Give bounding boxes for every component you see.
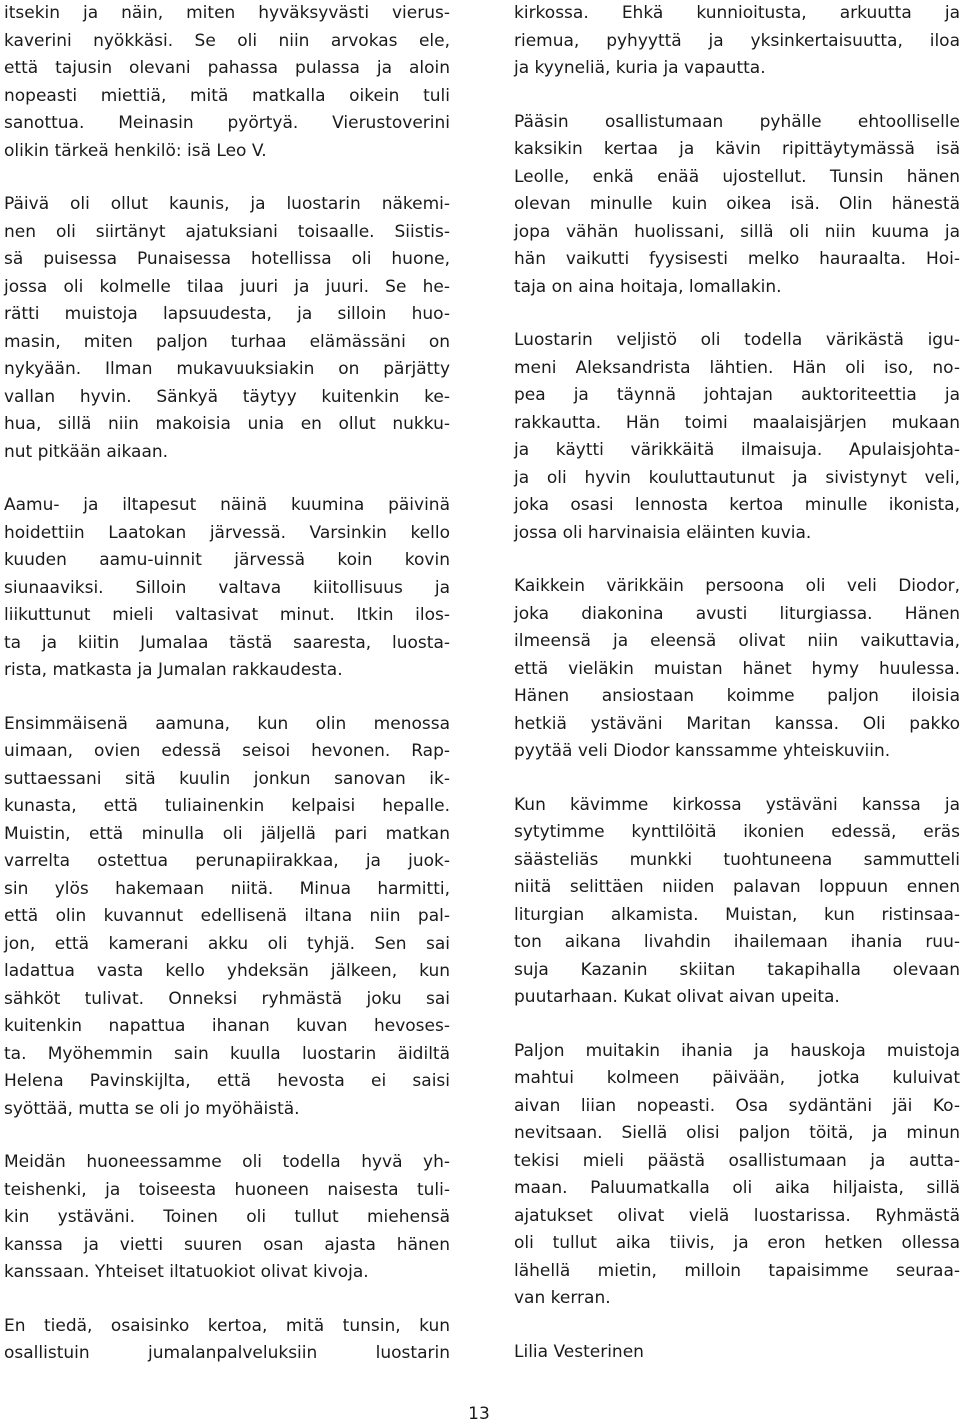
text-line: kin ystäväni. Toinen oli tullut miehensä [4,1207,450,1227]
text-line: van kerran. [514,1288,611,1308]
paragraph-gap [4,685,450,711]
text-line: uimaan, ovien edessä seisoi hevonen. Rap- [4,741,450,761]
text-line: että vieläkin muistan hänet hymy huulessa. [514,658,960,679]
text-line: maan. Paluumatkalla oli aika hiljaista, sillä [514,1178,960,1198]
left-paragraph [4,191,450,466]
text-line: ladattua vasta kello yhdeksän jälkeen, kun [4,961,450,981]
text-line: nevitsaan. Siellä olisi paljon töitä, ja minun [514,1123,960,1143]
text-line: ta. Myöhemmin sain kuulla luostarin äidiltä [4,1043,450,1064]
text-line: jossa oli kolmelle tilaa juuri ja juuri. Se he- [4,276,450,297]
text-line: osallistuin jumalanpalveluksiin luostarin [4,1343,450,1363]
text-line: riemua, pyhyyttä ja yksinkertaisuutta, iloa [514,30,960,51]
text-line: mahtui kolmeen päivään, jotka kuluivat [514,1068,960,1088]
text-line: joka osasi lennosta kertoa minulle ikonista, [514,495,960,515]
text-line: pea ja täynnä johtajan auktoriteettia ja [514,385,960,405]
text-line: kanssaan. Yhteiset iltatuokiot olivat kivoja. [4,1262,369,1282]
text-line: säästeliäs munkki tuohtuneena sammutteli [514,849,960,870]
text-line: jossa oli harvinaisia eläinten kuvia. [514,522,812,543]
paragraph-gap [514,1012,960,1038]
text-line: puutarhaan. Kukat olivat aivan upeita. [514,987,840,1007]
right-paragraph [514,1038,960,1313]
text-line: jon, että kamerani akku oli tyhjä. Sen sai [4,933,450,954]
paragraph-gap [514,766,960,792]
text-line: kuuden aamu-uinnit järvessä koin kovin [4,550,450,570]
text-line: olikin tärkeä henkilö: isä Leo V. [4,140,267,161]
text-line: Helena Pavinskijlta, että hevosta ei saisi [4,1071,450,1091]
text-line: jopa vähän huolissani, sillä oli niin kuuma ja [514,221,960,242]
text-line: pyytää veli Diodor kanssamme yhteiskuviin. [514,741,891,761]
text-line: kanssa ja vietti suuren osan ajasta hänen [4,1234,450,1255]
text-line: että olin kuvannut edellisenä iltana niin pal- [4,906,450,926]
right-paragraph [514,327,960,547]
text-line: kaverini nyökkäsi. Se oli niin arvokas ele, [4,30,450,51]
text-line: tekisi mieli päästä osallistumaan ja autta- [514,1150,960,1171]
paragraph-gap [514,1313,960,1339]
text-line: kirkossa. Ehkä kunnioitusta, arkuutta ja [514,3,960,23]
text-line: nopeasti miettiä, mitä matkalla oikein tuli [4,85,450,106]
text-line: olevan minulle kuin oikea isä. Olin hänestä [514,194,960,214]
right-paragraph [514,109,960,302]
text-line: En tiedä, osaisinko kertoa, mitä tunsin, kun [4,1315,450,1336]
right-paragraph [514,0,960,83]
text-line: ja käytti värikkäitä ilmaisuja. Apulaisjohta- [514,440,960,460]
text-line: ja oli hyvin kouluttautunut ja sivistynyt veli, [514,467,960,488]
text-line: hoidettiin Laatokan järvessä. Varsinkin kello [4,522,450,543]
paragraph-gap [514,83,960,109]
paragraph-gap [514,547,960,573]
text-line: että tajusin olevani pahassa pulassa ja aloin [4,58,450,78]
text-line: vallan hyvin. Sänkyä täytyy kuitenkin ke- [4,386,450,407]
text-line: Pääsin osallistumaan pyhälle ehtoolliselle [514,111,960,132]
text-line: Leolle, enkä enää ujostellut. Tunsin hänen [514,166,960,187]
text-line: lähellä mietin, milloin tapaisimme seuraa- [514,1260,960,1281]
text-line: nen oli siirtänyt ajatuksiani toisaalle. Siistis- [4,221,450,242]
text-line: liikuttunut mieli valtasivat minut. Itkin ilos- [4,605,450,625]
text-line: Meidän huoneessamme oli todella hyvä yh- [4,1152,450,1172]
paragraph-gap [4,165,450,191]
text-line: siunaaviksi. Silloin valtava kiitollisuus ja [4,577,450,598]
text-line: varrelta ostettua perunapiirakkaa, ja juok- [4,851,450,871]
right-paragraph [514,573,960,766]
text-line: hua, sillä niin makoisia unia en ollut nukku- [4,414,450,434]
text-line: rätti muistoja lapsuudesta, ja silloin huo- [4,304,450,324]
text-line: Hänen ansiostaan koimme paljon iloisia [514,686,960,706]
right-column [514,0,960,1366]
page-number [0,1403,960,1425]
text-line: nut pitkään aikaan. [4,441,169,462]
left-paragraph [4,711,450,1124]
text-line: syöttää, mutta se oli jo myöhäistä. [4,1098,300,1119]
text-line: suttaessani sitä kuulin jonkun sanovan ik- [4,768,450,789]
text-line: Päivä oli ollut kaunis, ja luostarin näkemi- [4,194,450,214]
text-line: ilmeensä ja eleensä olivat niin vaikuttavia, [514,631,960,651]
text-line: ton aikana livahdin ihailemaan ihania ruu- [514,932,960,952]
text-line: hetkiä ystäväni Maritan kanssa. Oli pakko [514,713,960,734]
text-line: itsekin ja näin, miten hyväksyvästi vierus- [4,3,450,23]
text-line: ta ja kiitin Jumalaa tästä saaresta, luosta- [4,632,450,653]
text-line: Kaikkein värikkäin persoona oli veli Diodor, [514,576,960,596]
text-line: rakkautta. Hän toimi maalaisjärjen mukaan [514,412,960,433]
text-line: Muistin, että minulla oli jäljellä pari matkan [4,823,450,844]
text-line: kunasta, että tuliainenkin kelpaisi hepalle. [4,796,450,816]
text-line: sin ylös hakemaan niitä. Minua harmitti, [4,878,450,899]
left-paragraph [4,1149,450,1287]
text-line: Aamu- ja iltapesut näinä kuumina päivinä [4,495,450,515]
text-line: ja kyyneliä, kuria ja vapautta. [514,58,766,78]
paragraph-gap [4,1287,450,1313]
text-line: aivan liian nopeasti. Osa sydäntäni jäi Ko- [514,1095,960,1116]
text-line: niitä selittäen niiden palavan loppuun ennen [514,877,960,897]
paragraph-gap [514,301,960,327]
text-line: liturgian alkamista. Muistan, kun ristinsaa- [514,904,960,925]
left-column [4,0,450,1368]
text-line: kaksikin kertaa ja kävin ripittäytymässä isä [514,139,960,159]
text-line: hän vaikutti fyysisesti melko hauraalta. Hoi- [514,249,960,269]
page-number-text: 13 [468,1404,490,1424]
left-paragraph [4,1313,450,1368]
text-line: rista, matkasta ja Jumalan rakkaudesta. [4,660,343,680]
text-line: joka diakonina avusti liturgiassa. Hänen [514,603,960,624]
text-line: teishenki, ja toiseesta huoneen naisesta tuli- [4,1179,450,1200]
author-signature: Lilia Vesterinen [514,1341,644,1362]
text-line: suja Kazanin skiitan takapihalla olevaan [514,959,960,980]
paragraph-gap [4,1123,450,1149]
right-paragraph [514,792,960,1012]
text-line: kuitenkin napattua ihanan kuvan hevoses- [4,1016,450,1036]
text-line: Kun kävimme kirkossa ystäväni kanssa ja [514,794,960,815]
text-line: taja on aina hoitaja, lomallakin. [514,276,782,297]
left-paragraph [4,0,450,165]
text-line: Luostarin veljistö oli todella värikästä igu- [514,330,960,350]
text-line: masin, miten paljon turhaa elämässäni on [4,331,450,352]
left-paragraph [4,492,450,685]
text-line: meni Aleksandrista lähtien. Hän oli iso, no- [514,357,960,378]
text-line: Paljon muitakin ihania ja hauskoja muistoja [514,1040,960,1061]
text-line: nykyään. Ilman mukavuuksiakin on pärjätty [4,359,450,379]
text-line: oli tullut aika tiivis, ja eron hetken ollessa [514,1233,960,1253]
text-line: sytytimme kynttilöitä ikonien edessä, eräs [514,822,960,842]
paragraph-gap [4,466,450,492]
text-line: sä puisessa Punaisessa hotellissa oli huone, [4,249,450,269]
text-line: sähköt tulivat. Onneksi ryhmästä joku sai [4,988,450,1009]
text-line: ajatukset olivat vielä luostarissa. Ryhmästä [514,1205,960,1226]
text-line: sanottua. Meinasin pyörtyä. Vierustoverini [4,113,450,133]
text-line: Ensimmäisenä aamuna, kun olin menossa [4,713,450,734]
